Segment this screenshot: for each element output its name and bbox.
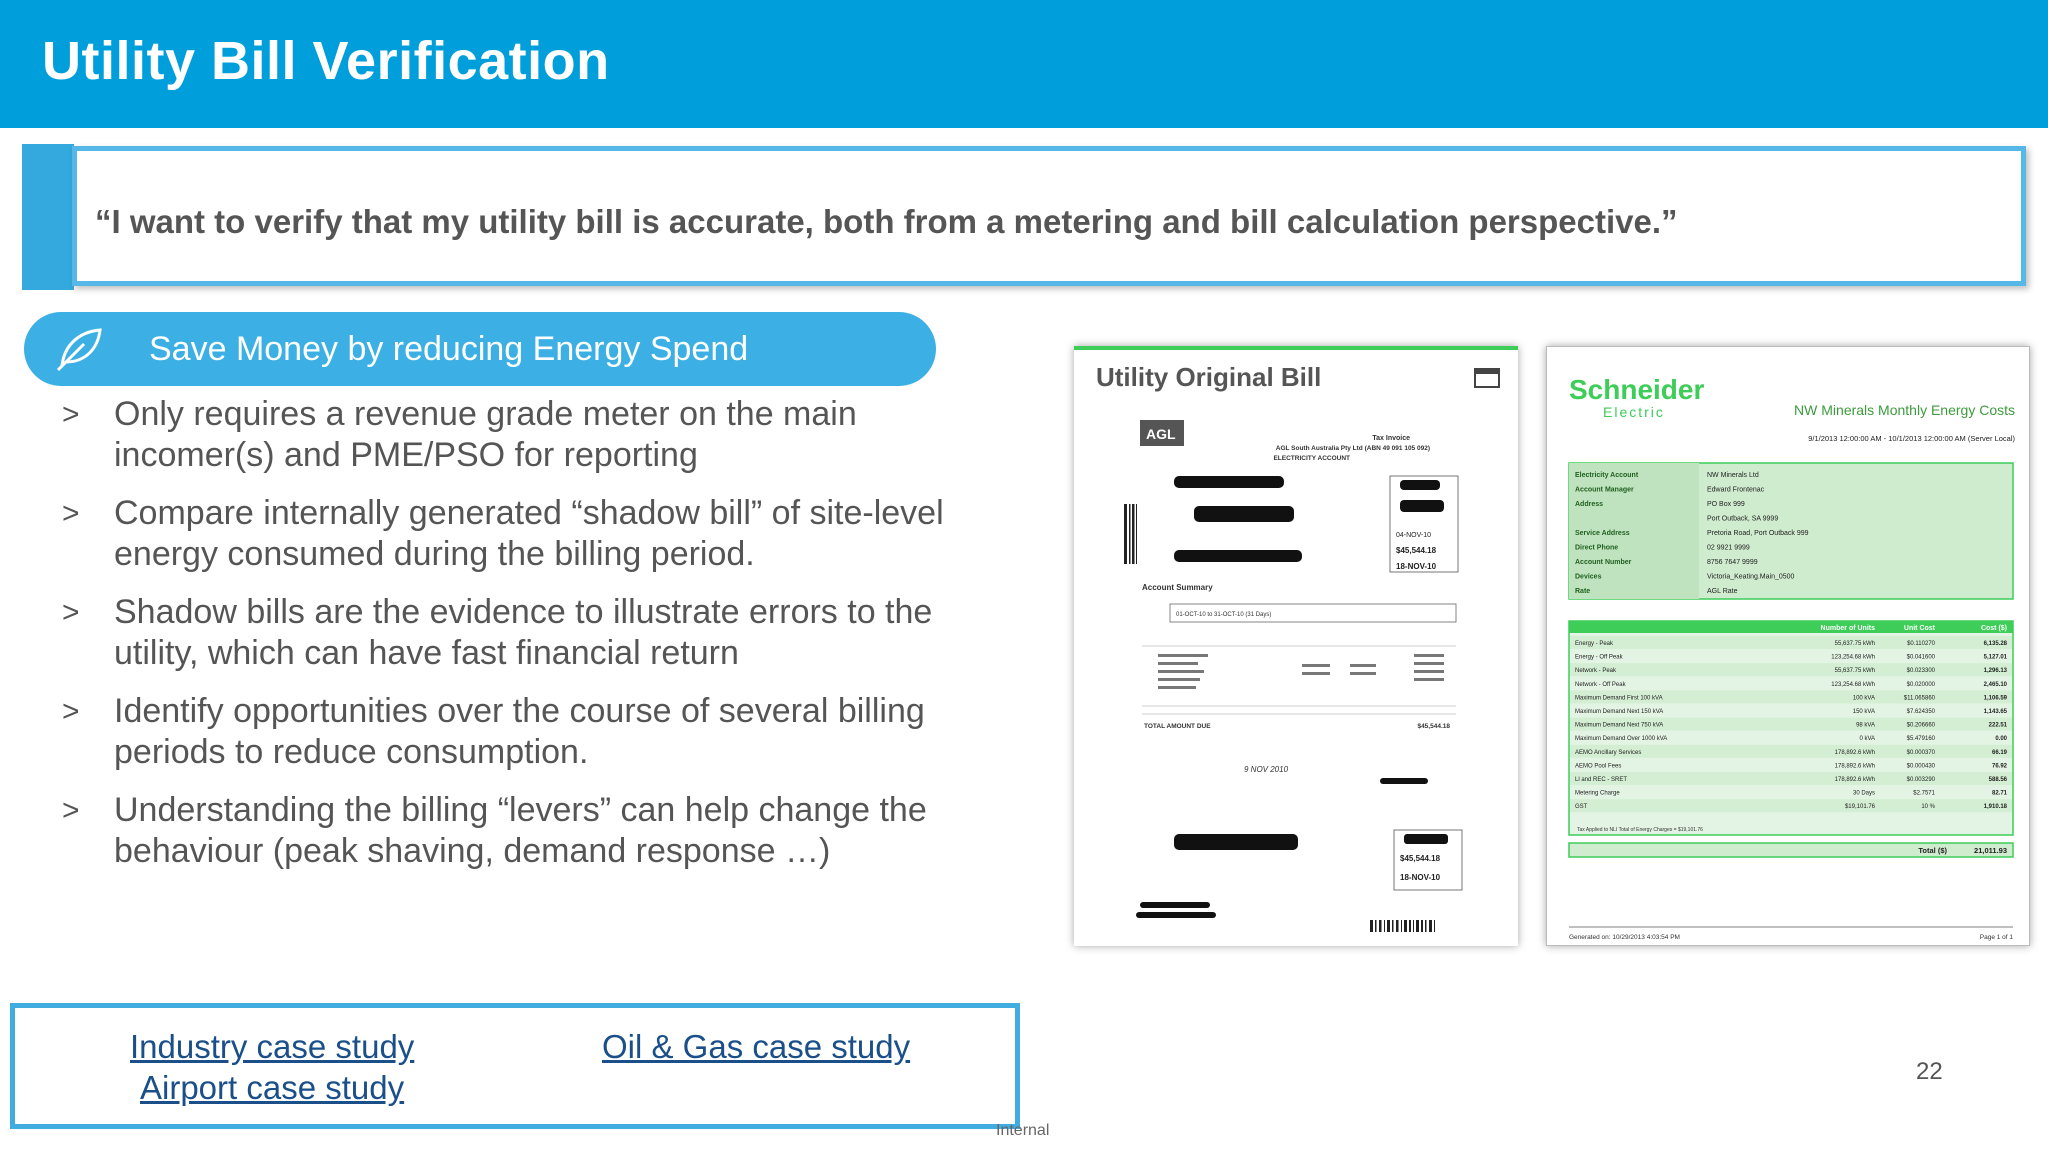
cost-row-cost: 66.19 <box>1991 749 2007 756</box>
col-cost: Cost ($) <box>1980 625 2007 632</box>
cost-row-units: 30 Days <box>1852 790 1875 797</box>
cost-row-units: 178,892.6 kWh <box>1834 763 1875 770</box>
info-value: AGL Rate <box>1707 588 1738 595</box>
agl-logo: AGL <box>1146 426 1176 442</box>
bullet-marker: > <box>62 398 80 431</box>
cost-row-cost: 1,296.13 <box>1983 668 2007 675</box>
cost-row-units: 178,892.6 kWh <box>1834 749 1875 756</box>
cost-row-cost: 1,106.59 <box>1983 695 2007 702</box>
info-value: NW Minerals Ltd <box>1707 472 1759 479</box>
cost-row-label: Energy - Peak <box>1575 641 1614 647</box>
cost-row-label: Ll and REC - SRET <box>1575 777 1628 783</box>
classification-label: Internal <box>996 1122 1050 1139</box>
bullet-text: Identify opportunities over the course of several billing periods to reduce consumption. <box>114 692 925 771</box>
bill-due-date-stub: 18-NOV-10 <box>1400 873 1441 882</box>
account-summary-label: Account Summary <box>1142 583 1213 592</box>
cost-row-units: 98 kVA <box>1856 722 1875 729</box>
cost-row-units: 100 kVA <box>1852 695 1875 702</box>
cost-row-cost: 6,135.28 <box>1983 641 2007 647</box>
cost-row-label: Maximum Demand First 100 kVA <box>1575 695 1663 702</box>
report-title: NW Minerals Monthly Energy Costs <box>1794 402 2015 418</box>
bill-company: AGL South Australia Pty Ltd (ABN 49 091 105 092) <box>1275 445 1430 452</box>
barcode-horizontal <box>1370 920 1435 932</box>
benefit-pill <box>24 312 936 386</box>
cost-row-unit-cost: 10 % <box>1921 804 1935 811</box>
info-label: Account Number <box>1575 559 1632 566</box>
slide-title: Utility Bill Verification <box>42 31 610 91</box>
cost-row-unit-cost: $0.000430 <box>1906 763 1935 770</box>
row-stripe <box>1570 799 2012 812</box>
cost-row-unit-cost: $2.7571 <box>1913 790 1935 797</box>
cost-row-unit-cost: $0.041600 <box>1906 654 1935 661</box>
report-period: 9/1/2013 12:00:00 AM - 10/1/2013 12:00:00 AM (Server Local) <box>1808 434 2015 443</box>
energy-report-image <box>1547 347 2029 945</box>
case-study-links <box>10 1003 1020 1129</box>
cost-row-label: Maximum Demand Next 150 kVA <box>1575 709 1664 715</box>
info-value: PO Box 999 <box>1707 501 1745 508</box>
bullet-item <box>62 790 962 872</box>
info-value: Pretoria Road, Port Outback 999 <box>1707 530 1809 537</box>
cost-row-units: $19,101.76 <box>1844 804 1875 811</box>
report-page: Page 1 of 1 <box>1979 934 2013 941</box>
cost-row-label: GST <box>1575 804 1588 811</box>
cost-row-cost: 588.56 <box>1988 777 2007 783</box>
cost-row-cost: 2,465.10 <box>1983 681 2007 688</box>
info-label: Electricity Account <box>1575 472 1639 479</box>
cost-row-cost: 1,910.18 <box>1983 804 2007 811</box>
cost-row-units: 123,254.68 kWh <box>1831 654 1875 661</box>
report-generated: Generated on: 10/29/2013 4:03:54 PM <box>1569 934 1680 941</box>
quote-accent-bar <box>22 144 74 290</box>
bullet-marker: > <box>62 794 80 827</box>
cost-row-unit-cost: $0.003290 <box>1906 777 1935 783</box>
bullet-text: Only requires a revenue grade meter on the main incomer(s) and PME/PSO for reporting <box>114 395 857 474</box>
info-label: Address <box>1575 501 1604 508</box>
barcode-vertical <box>1124 504 1137 564</box>
benefit-label: Save Money by reducing Energy Spend <box>149 330 749 368</box>
cost-row-label: Network - Peak <box>1575 668 1617 675</box>
bill-issue-date: 04-NOV-10 <box>1396 532 1432 539</box>
cost-row-cost: 82.71 <box>1991 790 2007 797</box>
cost-row-cost: 76.92 <box>1991 763 2007 770</box>
energy-report-card <box>1546 346 2030 946</box>
cost-row-units: 150 kVA <box>1852 709 1875 715</box>
bullet-list <box>62 394 962 889</box>
total-amount-due: $45,544.18 <box>1417 723 1450 730</box>
window-icon[interactable] <box>1474 368 1500 388</box>
gst-note: Tax Applied to NLI Total of Energy Charges = $19,101.76 <box>1577 827 1703 833</box>
info-label: Rate <box>1575 588 1591 595</box>
cost-row-cost: 5,127.01 <box>1983 654 2007 661</box>
bullet-marker: > <box>62 596 80 629</box>
row-stripe <box>1570 636 2012 649</box>
schneider-logo: Schneider <box>1569 374 1705 405</box>
cost-row-unit-cost: $0.023300 <box>1906 668 1935 675</box>
cost-row-label: Energy - Off Peak <box>1575 654 1623 661</box>
cost-row-label: AEMO Pool Fees <box>1575 763 1622 770</box>
cost-row-unit-cost: $0.020000 <box>1906 681 1935 688</box>
cost-row-unit-cost: $0.206660 <box>1906 722 1935 729</box>
cost-row-units: 123,254.68 kWh <box>1831 681 1875 688</box>
info-value: Victoria_Keating.Main_0500 <box>1707 573 1795 581</box>
col-unit-cost: Unit Cost <box>1903 625 1935 632</box>
bill-due-date: 18-NOV-10 <box>1396 562 1437 571</box>
cost-row-label: Metering Charge <box>1575 790 1620 797</box>
cost-row-cost: 1,143.65 <box>1983 709 2007 715</box>
utility-bill-title: Utility Original Bill <box>1096 362 1322 392</box>
handwritten-date: 9 NOV 2010 <box>1244 765 1289 774</box>
tax-invoice-label: Tax Invoice <box>1372 435 1410 442</box>
utility-bill-card <box>1074 346 1518 946</box>
bill-amount-due-stub: $45,544.18 <box>1400 854 1441 863</box>
info-value: 02 9921 9999 <box>1707 544 1750 552</box>
info-label: Direct Phone <box>1575 544 1619 552</box>
bullet-marker: > <box>62 497 80 530</box>
cost-row-unit-cost: $7.624350 <box>1906 709 1935 715</box>
cost-row-unit-cost: $11.065860 <box>1903 695 1935 702</box>
bullet-text: Shadow bills are the evidence to illustrate errors to the utility, which can have fast financial return <box>114 593 933 672</box>
cost-row-cost: 0.00 <box>1995 736 2007 743</box>
cost-row-units: 178,892.6 kWh <box>1834 777 1875 783</box>
bullet-marker: > <box>62 695 80 728</box>
quote-box <box>72 146 2026 286</box>
info-value: 8756 7647 9999 <box>1707 559 1758 566</box>
info-value: Edward Frontenac <box>1707 486 1765 494</box>
cost-row-label: Maximum Demand Over 1000 kVA <box>1575 736 1668 743</box>
bullet-item <box>62 394 962 476</box>
total-amount-due-label: TOTAL AMOUNT DUE <box>1144 723 1211 730</box>
bill-period: 01-OCT-10 to 31-OCT-10 (31 Days) <box>1176 612 1272 618</box>
cost-row-unit-cost: $0.110270 <box>1907 641 1935 647</box>
cost-row-label: Maximum Demand Next 750 kVA <box>1575 722 1664 729</box>
oil-gas-case-study-link[interactable]: Oil & Gas case study <box>602 1028 911 1065</box>
row-stripe <box>1570 663 2012 676</box>
info-label: Account Manager <box>1575 486 1634 494</box>
leaf-icon <box>54 326 104 372</box>
info-label: Devices <box>1575 573 1602 581</box>
info-value: Port Outback, SA 9999 <box>1707 515 1779 523</box>
cost-row-label: Network - Off Peak <box>1575 681 1626 688</box>
cost-row-units: 55,637.75 kWh <box>1834 668 1875 675</box>
cost-row-units: 55,637.75 kWh <box>1834 641 1875 647</box>
cost-row-label: AEMO Ancillary Services <box>1575 749 1642 756</box>
quote-text: “I want to verify that my utility bill is accurate, both from a metering and bill calculation perspective.” <box>95 203 1678 240</box>
slide-header <box>0 0 2048 128</box>
bullet-text: Compare internally generated “shadow bill” of site-level energy consumed during the billing period. <box>114 494 944 573</box>
report-total-label: Total ($) <box>1918 846 1947 855</box>
col-units: Number of Units <box>1820 625 1875 632</box>
industry-case-study-link[interactable]: Industry case study <box>130 1028 415 1065</box>
bill-account-type: ELECTRICITY ACCOUNT <box>1273 455 1350 462</box>
report-total-value: 21,011.93 <box>1974 846 2007 855</box>
utility-bill-image <box>1080 414 1510 944</box>
cost-row-units: 0 kVA <box>1859 736 1875 743</box>
bullet-item <box>62 691 962 773</box>
info-label: Service Address <box>1575 530 1630 537</box>
cost-row-unit-cost: $5.479160 <box>1906 736 1935 743</box>
bullet-item <box>62 592 962 674</box>
page-number: 22 <box>1916 1058 1943 1085</box>
airport-case-study-link[interactable]: Airport case study <box>140 1069 405 1106</box>
bullet-item <box>62 493 962 575</box>
bill-amount-due: $45,544.18 <box>1396 546 1437 555</box>
cost-row-unit-cost: $0.000370 <box>1906 749 1935 756</box>
cost-row-cost: 222.51 <box>1988 722 2007 729</box>
schneider-logo-sub: Electric <box>1603 404 1665 420</box>
bullet-text: Understanding the billing “levers” can help change the behaviour (peak shaving, demand response …) <box>114 791 927 870</box>
row-stripe <box>1570 772 2012 785</box>
